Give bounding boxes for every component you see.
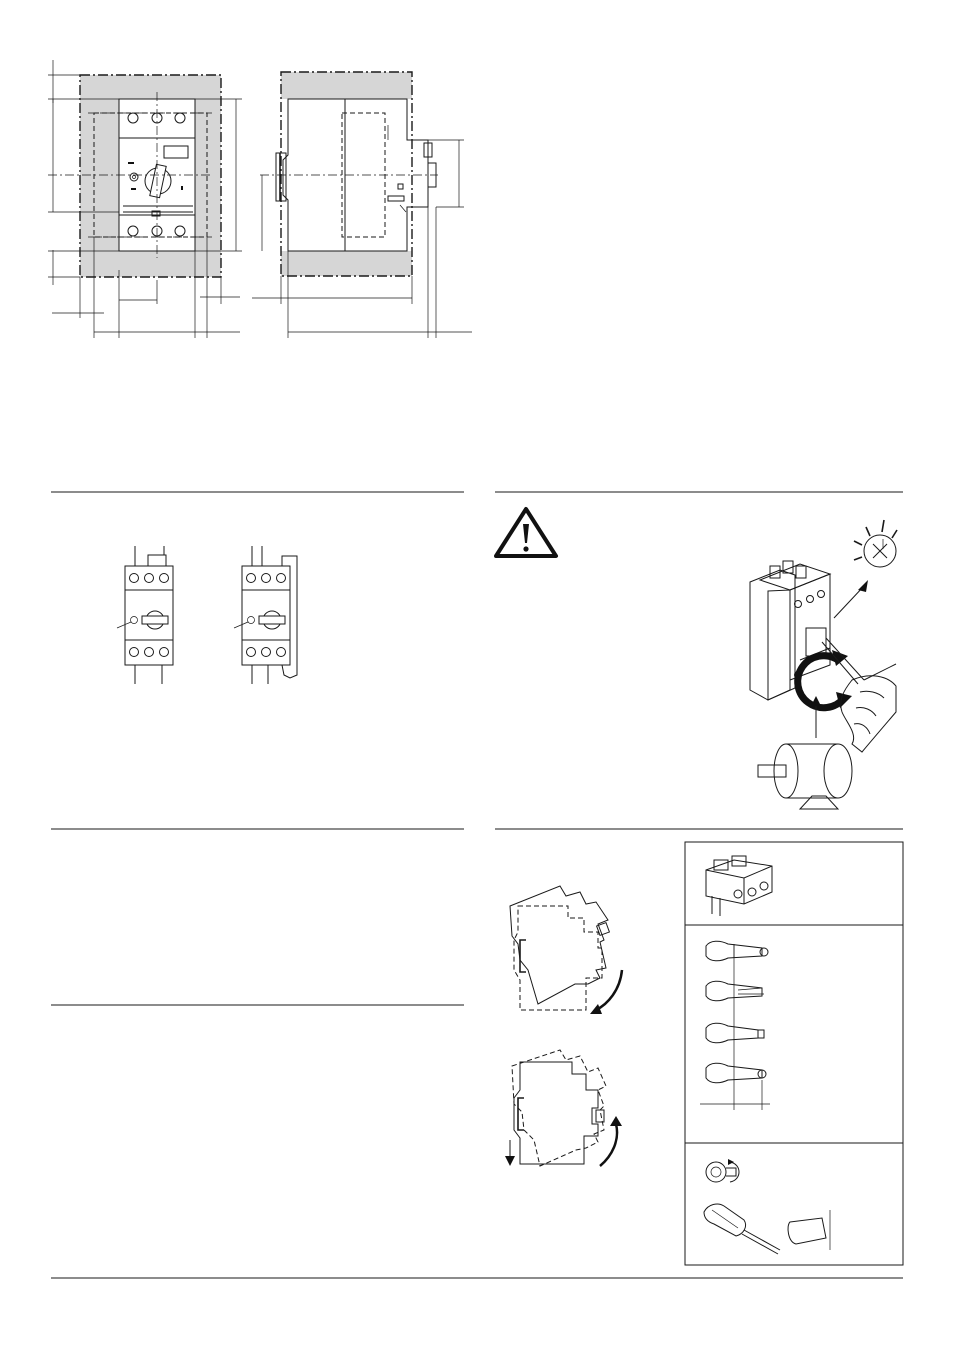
conductor-ferrule [706, 941, 768, 961]
motor-icon [758, 744, 852, 809]
conductor-stranded [706, 981, 764, 1001]
lamp-icon [854, 520, 897, 567]
warning-test-procedure [496, 509, 897, 809]
mount-step-2 [505, 1050, 622, 1166]
hand-screwdriver [822, 638, 896, 752]
conductor-pin [706, 1023, 764, 1043]
din-rail-mounting [505, 886, 622, 1166]
rotate-arrow-icon [798, 650, 852, 708]
breaker-variant-a [117, 546, 173, 684]
warning-triangle-icon [496, 509, 556, 556]
conductor-types [700, 941, 770, 1110]
terminal-block-icon [706, 856, 772, 916]
breaker-variant-b [234, 546, 297, 684]
screwdriver-icon [704, 1204, 830, 1254]
breaker-iso [750, 561, 830, 700]
terminal-panel [685, 842, 903, 1265]
screw-icon [706, 1159, 739, 1182]
mounting-variants [117, 546, 297, 684]
conductor-solid [706, 1063, 766, 1083]
front-view [48, 60, 242, 338]
dimension-drawings [48, 60, 472, 338]
mount-step-1 [510, 886, 622, 1014]
side-view [252, 72, 472, 338]
